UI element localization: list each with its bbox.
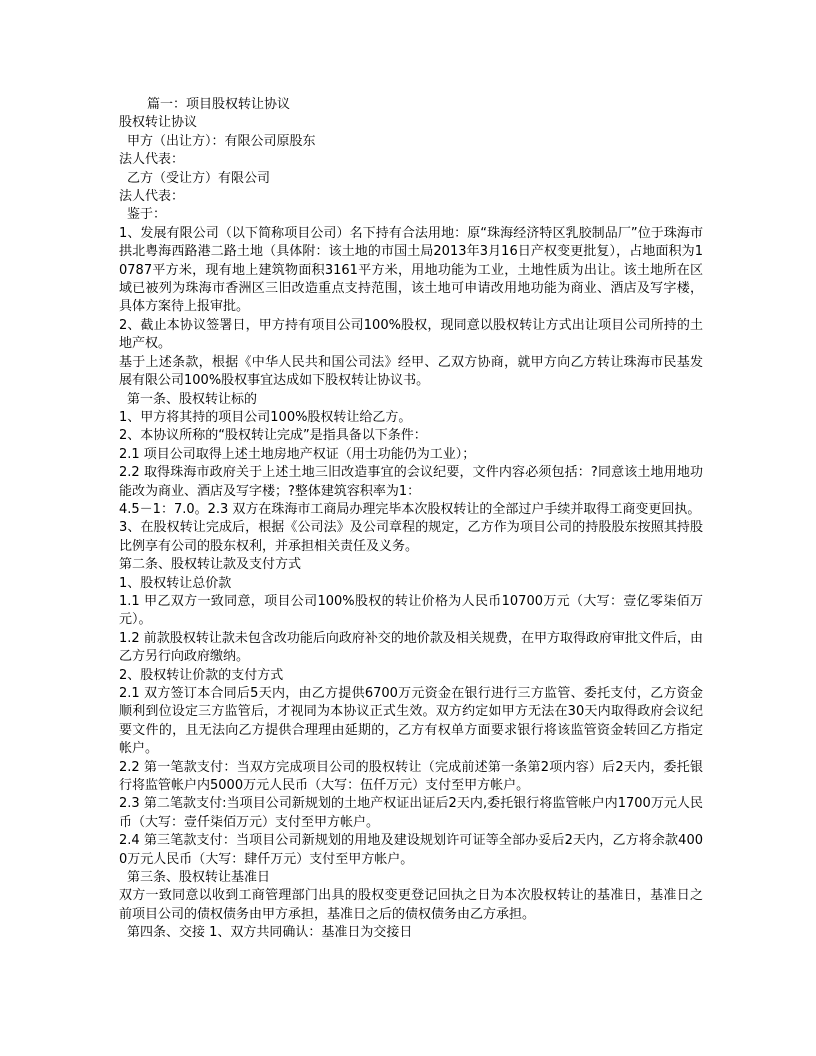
article-2-item-1: 1、股权转让总价款: [119, 575, 232, 591]
article-1-item-3: 3、在股权转让完成后，根据《公司法》及公司章程的规定，乙方作为项目公司的持股股东按照其持股比例享有公司的股东权利，并承担相关责任及义务。: [119, 520, 703, 554]
article-2-item-2: 2、股权转让价款的支付方式: [119, 667, 284, 683]
article-1-heading: 第一条、股权转让标的: [127, 391, 258, 407]
article-2-item-2-3: 2.3 第二笔款支付:当项目公司新规划的土地产权证出证后2天内,委托银行将监管帐户内1700万元人民币（大写：壹仟柒佰万元）支付至甲方帐户。: [119, 796, 703, 830]
party-b: 乙方（受让方）有限公司: [127, 170, 271, 186]
article-2-item-1-1: 1.1 甲乙双方一致同意，项目公司100%股权的转让价格为人民币10700万元（大写：壹亿零柒佰万元）。: [119, 593, 703, 628]
article-3-body: 双方一致同意以收到工商管理部门出具的股权变更登记回执之日为本次股权转让的基准日，基准日之前项目公司的债权债务由甲方承担，基准日之后的债权债务由乙方承担。: [119, 888, 703, 922]
document-title: 篇一：项目股权转让协议: [147, 97, 291, 112]
article-1-item-2-3: 4.5－1：7.0。2.3 双方在珠海市工商局办理完毕本次股权转让的全部过户手续并取得工商变更回执。: [119, 501, 701, 517]
article-2-heading: 第二条、股权转让款及支付方式: [119, 557, 302, 573]
article-2-item-1-2: 1.2 前款股权转让款未包含改功能后向政府补交的地价款及相关规费，在甲方取得政府审批文件后，由乙方另行向政府缴纳。: [119, 630, 703, 665]
recitals-heading: 鉴于：: [127, 207, 167, 223]
article-1-item-1: 1、甲方将其持的项目公司100%股权转让给乙方。: [119, 409, 412, 425]
document-body: [119, 96, 703, 943]
article-1-item-2: 2、本协议所称的“股权转让完成”是指具备以下条件：: [119, 428, 427, 444]
article-1-item-2-2: 2.2 取得珠海市政府关于上述土地三旧改造事宜的会议纪要，文件内容必须包括：?同意该土地用地功能改为商业、酒店及写字楼；?整体建筑容积率为1：: [119, 465, 703, 499]
party-b-representative: 法人代表：: [119, 189, 185, 205]
article-3-heading: 第三条、股权转让基准日: [127, 870, 271, 886]
recital-1: 1、发展有限公司（以下简称项目公司）名下持有合法用地：原“珠海经济特区乳胶制品厂”位于珠海市拱北粤海西路港二路土地（具体附：该土地的市国土局2013年3月16日产权变更批复），占地面积为10787平方米，现有地上建筑物面积3161平方米，用地功能为工业，土地性质为出让。该土地所在区域已被列为珠海市香洲区三旧改造重点支持范围，该土地可申请改用地功能为商业、酒店及写字楼，具体方案待上报审批。: [119, 225, 703, 315]
party-a-representative: 法人代表：: [119, 152, 185, 168]
article-2-item-2-2: 2.2 第一笔款支付：当双方完成项目公司的股权转让（完成前述第一条第2项内容）后2天内，委托银行将监管帐户内5000万元人民币（大写：伍仟万元）支付至甲方帐户。: [119, 759, 703, 794]
article-4-heading: 第四条、交接 1、双方共同确认：基准日为交接日: [127, 925, 413, 941]
article-2-item-2-4: 2.4 第三笔款支付：当项目公司新规划的用地及建设规划许可证等全部办妥后2天内，乙方将余款4000万元人民币（大写：肆仟万元）支付至甲方帐户。: [119, 833, 703, 867]
recital-basis: 基于上述条款，根据《中华人民共和国公司法》经甲、乙双方协商，就甲方向乙方转让珠海市民基发展有限公司100%股权事宜达成如下股权转让协议书。: [119, 354, 703, 389]
agreement-heading: 股权转让协议: [119, 115, 198, 131]
article-1-item-2-1: 2.1 项目公司取得上述土地房地产权证（用士功能仍为工业）；: [119, 446, 476, 462]
party-a: 甲方（出让方）：有限公司原股东: [127, 133, 316, 149]
article-2-item-2-1: 2.1 双方签订本合同后5天内，由乙方提供6700万元资金在银行进行三方监管、委托支付，乙方资金顺利到位设定三方监管后，才视同为本协议正式生效。双方约定如甲方无法在30天内取得政府会议纪要文件的，且无法向乙方提供合理理由延期的，乙方有权单方面要求银行将该监管资金转回乙方指定帐户。: [119, 686, 703, 757]
recital-2: 2、截止本协议签署日，甲方持有项目公司100%股权，现同意以股权转让方式出让项目公司所持的土地产权。: [119, 317, 703, 352]
